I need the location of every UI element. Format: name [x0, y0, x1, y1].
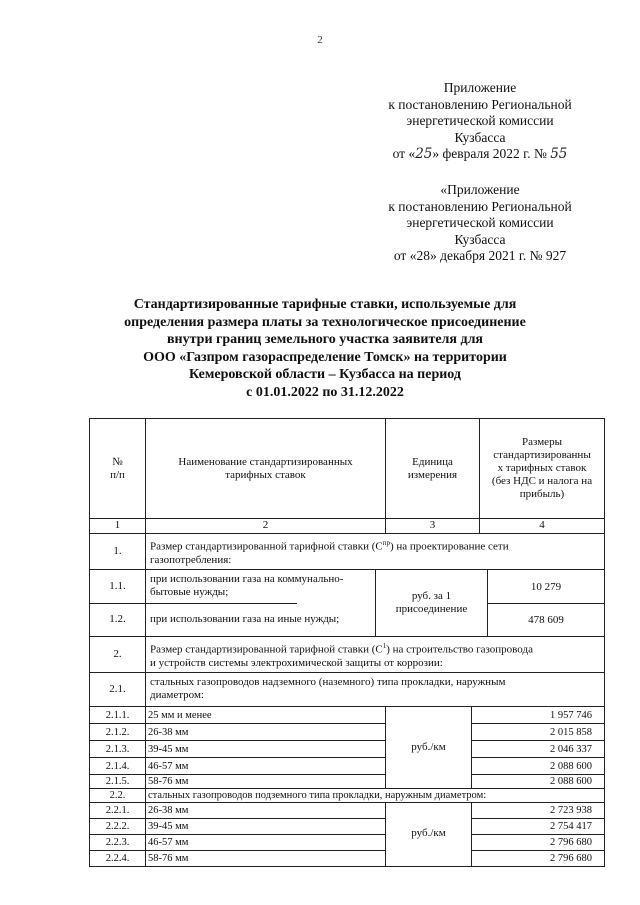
date-prefix: от «	[392, 146, 416, 161]
subsection-heading: стальных газопроводов подземного типа прокладки, наружным диаметром:	[148, 790, 487, 801]
row-value: 2 015 858	[550, 727, 592, 738]
appendix-line: к постановлению Региональной	[388, 96, 572, 112]
row-number: 2.	[113, 648, 122, 660]
appendix-current-block	[330, 80, 630, 163]
row-number: 2.2.	[109, 790, 126, 801]
table-rule	[89, 834, 386, 835]
handwritten-day: 25	[415, 146, 433, 162]
row-number: 2.1.	[109, 683, 126, 695]
row-number: 1.	[113, 545, 122, 557]
section-sup: 1	[382, 642, 387, 650]
row-number: 2.1.2.	[105, 727, 130, 738]
header-text: измерения	[407, 468, 458, 481]
row-value: 2 754 417	[550, 821, 592, 832]
table-rule	[471, 723, 605, 724]
row-number: 2.2.1.	[105, 805, 130, 816]
appendix-line: Кузбасса	[454, 129, 506, 145]
column-number: 1	[114, 519, 121, 531]
appendix-original-block	[330, 182, 630, 265]
table-rule	[89, 603, 297, 604]
title-line: Стандартизированные тарифные ставки, используемые для	[133, 297, 517, 312]
header-text: х тарифных ставок	[497, 462, 587, 474]
table-rule	[89, 818, 386, 819]
header-text: стандартизированны	[493, 449, 591, 461]
subsection-line: стальных газопроводов надземного (наземного) типа прокладки, наружным	[150, 676, 506, 688]
row-name: 39-45 мм	[148, 821, 189, 832]
appendix-line: «Приложение	[440, 182, 520, 197]
section-text: Размер стандартизированной тарифной ставки (С	[150, 540, 383, 553]
table-rule	[604, 418, 605, 866]
page-number: 2	[317, 34, 323, 46]
table-rule	[89, 636, 605, 637]
title-line: с 01.01.2022 по 31.12.2022	[246, 384, 404, 400]
table-rule	[471, 850, 605, 851]
section-heading	[150, 640, 604, 670]
appendix-date-line	[330, 146, 630, 163]
table-rule	[89, 569, 605, 570]
row-name: 26-38 мм	[148, 805, 189, 816]
row-number: 2.1.3.	[105, 744, 130, 755]
header-unit	[386, 419, 479, 518]
header-size	[480, 419, 604, 518]
unit-text: присоединение	[395, 603, 468, 615]
row-name	[150, 573, 375, 599]
table-rule	[89, 866, 605, 867]
appendix-line: Кузбасса	[454, 231, 506, 247]
appendix-line: энергетической комиссии	[406, 113, 554, 128]
header-text: прибыль)	[519, 488, 565, 500]
row-value: 10 279	[530, 581, 562, 593]
header-text: (без НДС и налога на	[491, 475, 593, 487]
row-name: 46-57 мм	[148, 837, 189, 848]
table-rule	[89, 757, 386, 758]
row-number: 2.1.1.	[105, 710, 130, 721]
row-number: 2.2.3.	[105, 837, 130, 848]
document-title	[90, 296, 560, 401]
unit-cell	[376, 590, 487, 616]
row-name: 46-57 мм	[148, 761, 189, 772]
section-heading-line: и устройств системы электрохимической защиты от коррозии:	[150, 656, 443, 669]
section-text: Размер стандартизированной тарифной ставки (С	[150, 643, 383, 656]
column-number: 4	[539, 519, 545, 531]
row-value: 2 723 938	[550, 805, 592, 816]
date-middle: » февраля 2022 г. №	[432, 146, 547, 161]
handwritten-number: 55	[550, 146, 568, 162]
table-rule	[89, 723, 386, 724]
section-heading-line	[150, 537, 602, 554]
section-heading-line: газопотребления:	[150, 553, 232, 566]
header-name	[146, 419, 385, 518]
title-line: внутри границ земельного участка заявителя для	[167, 332, 483, 347]
subsection-heading	[150, 676, 600, 702]
section-heading-line	[150, 640, 604, 657]
column-number: 3	[429, 519, 436, 531]
unit-cell: руб./км	[411, 827, 446, 839]
table-rule	[89, 533, 605, 534]
header-text: Размеры	[522, 436, 562, 448]
table-rule	[89, 850, 386, 851]
appendix-line: Приложение	[443, 80, 517, 95]
row-value: 2 046 337	[550, 744, 592, 755]
row-value: 2 796 680	[550, 853, 592, 864]
row-number: 2.2.2.	[105, 821, 130, 832]
table-rule	[471, 834, 605, 835]
section-text: ) на проектирование сети	[389, 540, 509, 553]
table-rule	[89, 672, 605, 673]
row-number: 2.1.5.	[105, 776, 130, 787]
section-heading	[150, 537, 602, 567]
row-value: 2 088 600	[550, 761, 592, 772]
row-name: при использовании газа на иные нужды;	[150, 613, 340, 625]
row-name: 26-38 мм	[148, 727, 189, 738]
table-rule	[471, 757, 605, 758]
row-name-line: при использовании газа на коммунально-	[150, 573, 344, 585]
appendix-line: к постановлению Региональной	[388, 198, 572, 214]
table-rule	[89, 802, 605, 803]
section-text: ) на строительство газопровода	[386, 643, 533, 656]
header-number	[90, 419, 145, 518]
header-text: тарифных ставок	[225, 468, 306, 481]
row-name: 58-76 мм	[148, 776, 189, 787]
table-rule	[487, 603, 605, 604]
header-text: №	[112, 455, 123, 468]
row-value: 2 796 680	[550, 837, 592, 848]
title-line: ООО «Газпром газораспределение Томск» на территории	[143, 349, 507, 365]
table-rule	[89, 740, 386, 741]
table-rule	[89, 706, 605, 707]
row-name: 39-45 мм	[148, 744, 189, 755]
row-number: 1.1.	[109, 580, 126, 592]
row-name: 58-76 мм	[148, 853, 189, 864]
row-name-line: бытовые нужды;	[150, 586, 229, 598]
header-text: п/п	[110, 468, 125, 481]
unit-cell: руб./км	[411, 741, 446, 753]
subsection-line: диаметром:	[150, 689, 204, 701]
section-sup: пр	[382, 539, 390, 547]
unit-text: руб. за 1	[411, 590, 452, 602]
header-text: Единица	[412, 455, 453, 468]
row-number: 2.2.4.	[105, 853, 130, 864]
column-number: 2	[262, 519, 269, 531]
table-rule	[471, 818, 605, 819]
title-line: определения размера платы за технологическое присоединение	[124, 314, 526, 330]
table-rule	[471, 740, 605, 741]
appendix-line: энергетической комиссии	[406, 215, 554, 230]
row-number: 1.2.	[109, 613, 126, 625]
row-value: 2 088 600	[550, 776, 592, 787]
row-name: 25 мм и менее	[148, 710, 212, 721]
row-value: 1 957 746	[550, 710, 592, 721]
header-text: Наименование стандартизированных	[178, 455, 353, 468]
title-line: Кемеровской области – Кузбасса на период	[189, 367, 461, 382]
row-number: 2.1.4.	[105, 761, 130, 772]
appendix-line: от «28» декабря 2021 г. № 927	[393, 248, 567, 263]
row-value: 478 609	[528, 614, 564, 626]
